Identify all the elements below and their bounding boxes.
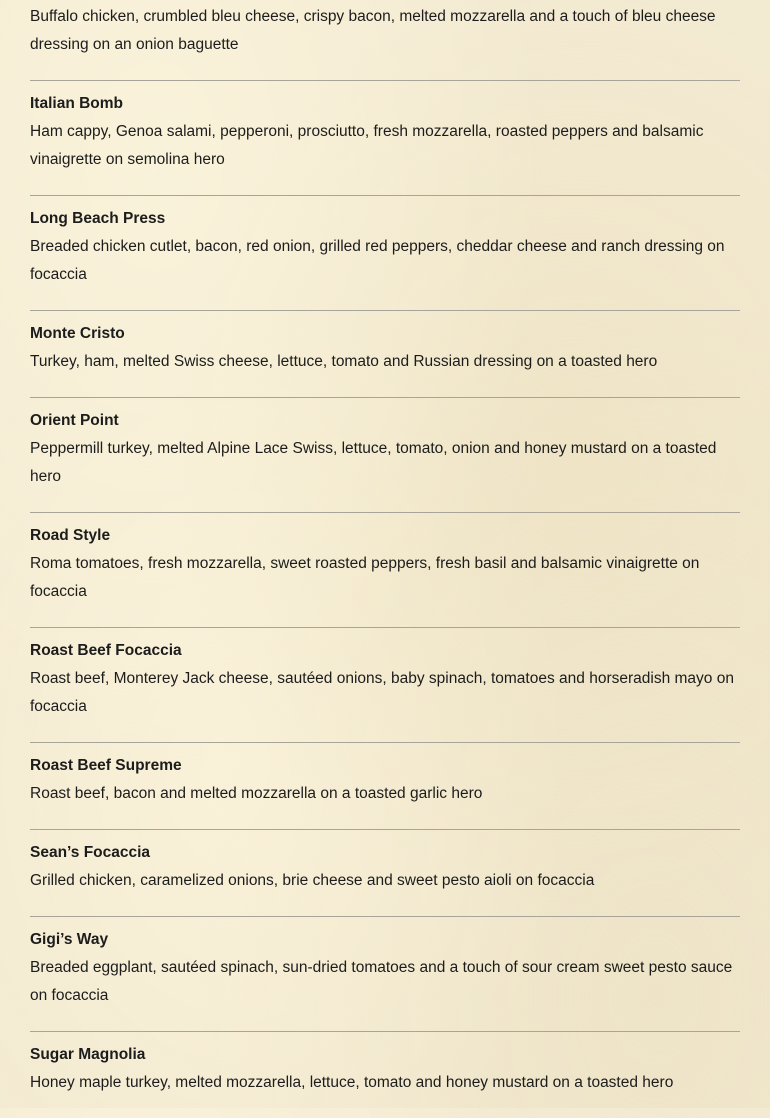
menu-items: [30, 80, 740, 1118]
menu-item-name: Sean’s Focaccia: [30, 844, 151, 861]
menu-list: [0, 3, 770, 1118]
menu-item-name: Road Style: [30, 527, 111, 544]
menu-item-name: Gigi’s Way: [30, 931, 109, 948]
menu-item-description: Roma tomatoes, fresh mozzarella, sweet roasted peppers, fresh basil and balsamic vinaigrette on focaccia: [30, 555, 700, 600]
menu-item-description: Roast beef, bacon and melted mozzarella on a toasted garlic hero: [30, 785, 483, 802]
menu-item-description: Ham cappy, Genoa salami, pepperoni, prosciutto, fresh mozzarella, roasted peppers and balsamic vinaigrette on semolina hero: [30, 123, 704, 168]
menu-item: [30, 742, 740, 829]
menu-item: [30, 512, 740, 627]
menu-item: [30, 195, 740, 310]
menu-item: [30, 80, 740, 195]
menu-item-name: Sugar Magnolia: [30, 1046, 146, 1063]
menu-item: [30, 627, 740, 742]
menu-item-name: Roast Beef Focaccia: [30, 642, 182, 659]
menu-item-name: Orient Point: [30, 412, 119, 429]
menu-item-description: Peppermill turkey, melted Alpine Lace Swiss, lettuce, tomato, onion and honey mustard on a toasted hero: [30, 440, 717, 485]
menu-item: [30, 829, 740, 916]
menu-item-description: Breaded chicken cutlet, bacon, red onion, grilled red peppers, cheddar cheese and ranch dressing on focaccia: [30, 238, 725, 283]
menu-item-description: Roast beef, Monterey Jack cheese, sautéed onions, baby spinach, tomatoes and horseradish mayo on focaccia: [30, 670, 734, 715]
menu-item-name: Long Beach Press: [30, 210, 166, 227]
menu-item: [30, 310, 740, 397]
menu-item: [30, 916, 740, 1031]
menu-item-description: Grilled chicken, caramelized onions, brie cheese and sweet pesto aioli on focaccia: [30, 872, 595, 889]
menu-item-name: Roast Beef Supreme: [30, 757, 182, 774]
menu-item-name: Monte Cristo: [30, 325, 125, 342]
menu-item-name: Italian Bomb: [30, 95, 124, 112]
menu-item-description: Breaded eggplant, sautéed spinach, sun-dried tomatoes and a touch of sour cream sweet pesto sauce on focaccia: [30, 959, 733, 1004]
menu-item-description: Honey maple turkey, melted mozzarella, lettuce, tomato and honey mustard on a toasted hero: [30, 1074, 674, 1091]
menu-item-description: Buffalo chicken, crumbled bleu cheese, crispy bacon, melted mozzarella and a touch of bleu cheese dressing on an onion baguette: [30, 8, 716, 53]
menu-item-description: Turkey, ham, melted Swiss cheese, lettuce, tomato and Russian dressing on a toasted hero: [30, 353, 658, 370]
menu-item: [30, 397, 740, 512]
